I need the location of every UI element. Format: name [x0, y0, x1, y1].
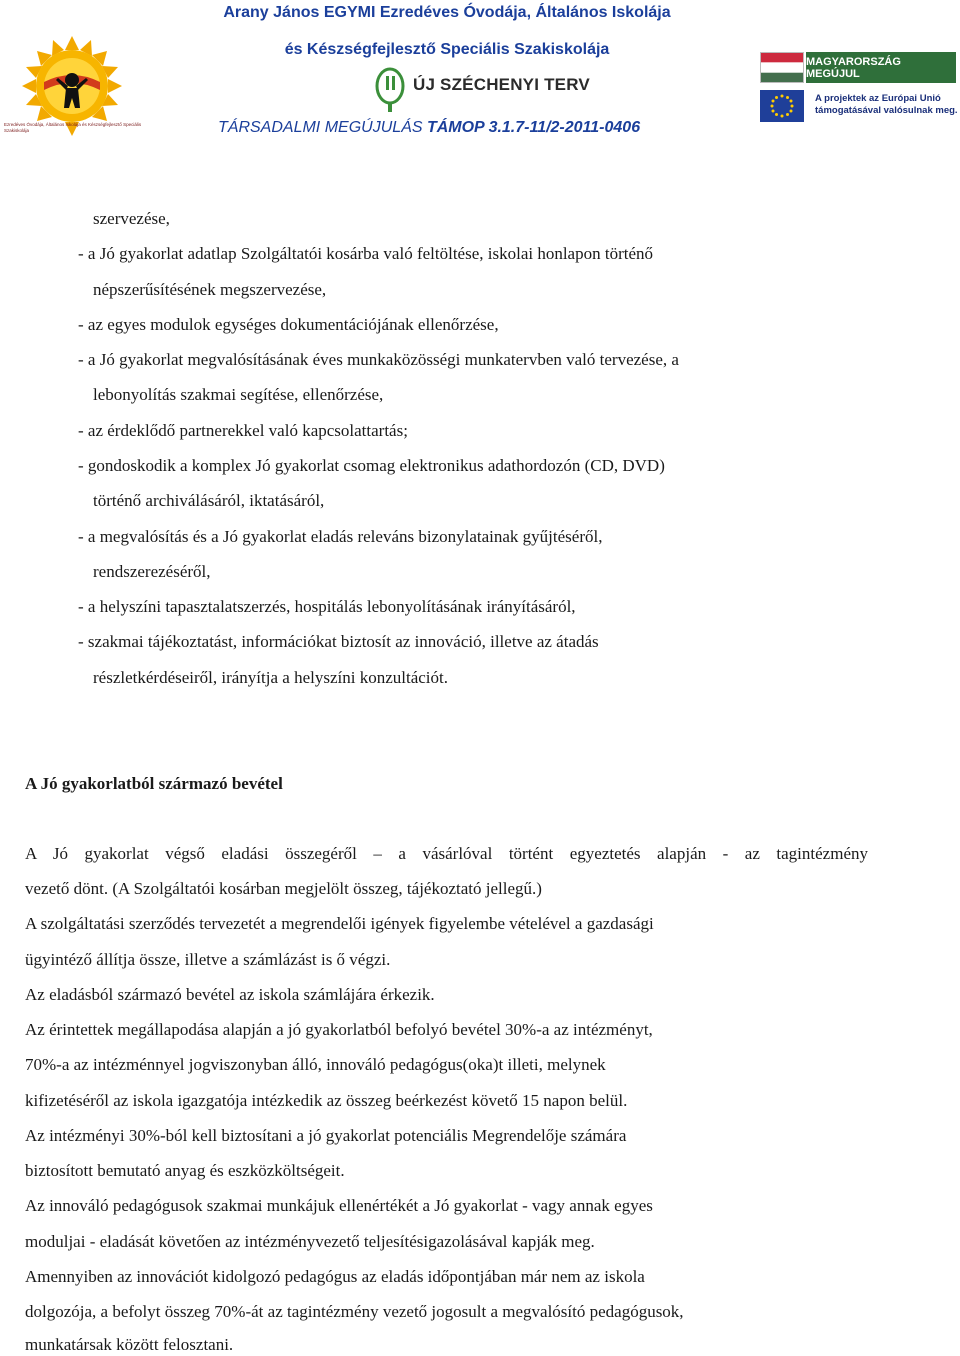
eu-support-text: A projektek az Európai Unió támogatásával valósulnak meg.	[815, 93, 958, 116]
section-heading: A Jó gyakorlatból származó bevétel	[25, 774, 283, 793]
list-item: - a helyszíni tapasztalatszerzés, hospitálás lebonyolításának irányításáról,	[78, 597, 576, 616]
paragraph-line: 70%-a az intézménnyel jogviszonyban álló, innováló pedagógus(oka)t illeti, melynek	[25, 1055, 606, 1074]
list-item: rendszerezéséről,	[93, 562, 211, 581]
header-tamop-line	[218, 119, 640, 137]
header-tamop-code: TÁMOP 3.1.7-11/2-2011-0406	[426, 119, 641, 136]
eu-flag-icon	[760, 90, 804, 122]
hungarian-flag-icon	[760, 52, 804, 83]
list-item: lebonyolítás szakmai segítése, ellenőrzése,	[93, 385, 384, 404]
paragraph-line: A Jó gyakorlat végső eladási összegéről – a vásárlóval történt egyeztetés alapján - az tagintézmény	[25, 844, 868, 863]
header-tarsadalmi-text: TÁRSADALMI MEGÚJULÁS	[218, 119, 427, 136]
list-item: - szakmai tájékoztatást, információkat biztosít az innováció, illetve az átadás	[78, 632, 599, 651]
list-item: népszerűsítésének megszervezése,	[93, 280, 327, 299]
list-item: részletkérdéseiről, irányítja a helyszíni konzultációt.	[93, 668, 448, 687]
list-item: - az egyes modulok egységes dokumentációjának ellenőrzése,	[78, 315, 499, 334]
paragraph-line: Az innováló pedagógusok szakmai munkájuk ellenértékét a Jó gyakorlat - vagy annak egyes	[25, 1196, 653, 1215]
paragraph-line: Az eladásból származó bevétel az iskola számlájára érkezik.	[25, 985, 435, 1004]
paragraph-line: Az érintettek megállapodása alapján a jó gyakorlatból befolyó bevétel 30%-a az intézményt,	[25, 1020, 653, 1039]
szechenyi-terv-label: ÚJ SZÉCHENYI TERV	[413, 75, 590, 94]
paragraph-line: vezető dönt. (A Szolgáltatói kosárban megjelölt összeg, tájékoztató jellegű.)	[25, 879, 542, 898]
header-school-name: Arany János EGYMI Ezredéves Óvodája, Általános Iskolája	[223, 4, 671, 21]
list-item: - a megvalósítás és a Jó gyakorlat eladás releváns bizonylatainak gyűjtéséről,	[78, 527, 603, 546]
paragraph-line: moduljai - eladását követően az intézményvezető teljesítésigazolásával kapják meg.	[25, 1232, 595, 1251]
list-item: - gondoskodik a komplex Jó gyakorlat csomag elektronikus adathordozón (CD, DVD)	[78, 456, 665, 475]
page-header	[0, 0, 960, 150]
paragraph-line: ügyintéző állítja össze, illetve a számlázást is ő végzi.	[25, 950, 391, 969]
header-school-name-cont: és Készségfejlesztő Speciális Szakiskolája	[284, 41, 610, 58]
paragraph-line: munkatársak között felosztani.	[25, 1335, 234, 1354]
paragraph-line: kifizetéséről az iskola igazgatója intézkedik az összeg beérkezést követő 15 napon belül.	[25, 1091, 628, 1110]
paragraph-line: A szolgáltatási szerződés tervezetét a megrendelői igények figyelembe vételével a gazdasági	[25, 914, 654, 933]
list-item: - a Jó gyakorlat adatlap Szolgáltatói kosárba való feltöltése, iskolai honlapon történő	[78, 244, 654, 263]
magyarorszag-megujul-banner: MAGYARORSZÁG MEGÚJUL	[806, 52, 956, 83]
list-item: történő archiválásáról, iktatásáról,	[93, 491, 325, 510]
list-item: - a Jó gyakorlat megvalósításának éves munkaközösségi munkatervben való tervezése, a	[78, 350, 679, 369]
paragraph-line: dolgozója, a befolyt összeg 70%-át az tagintézmény vezető jogosult a megvalósító pedagógusok,	[25, 1302, 684, 1321]
paragraph-line: biztosított bemutató anyag és eszközköltségeit.	[25, 1161, 345, 1180]
list-item: szervezése,	[93, 209, 170, 228]
paragraph-line: Amennyiben az innovációt kidolgozó pedagógus az eladás időpontjában már nem az iskola	[25, 1267, 645, 1286]
list-item: - az érdeklődő partnerekkel való kapcsolattartás;	[78, 421, 408, 440]
paragraph-line: Az intézményi 30%-ból kell biztosítani a jó gyakorlat potenciális Megrendelője számára	[25, 1126, 627, 1145]
school-logo-caption: Ezredéves Óvodája, Általános Iskolája és Készségfejlesztő Speciális Szakiskolája	[4, 122, 142, 133]
